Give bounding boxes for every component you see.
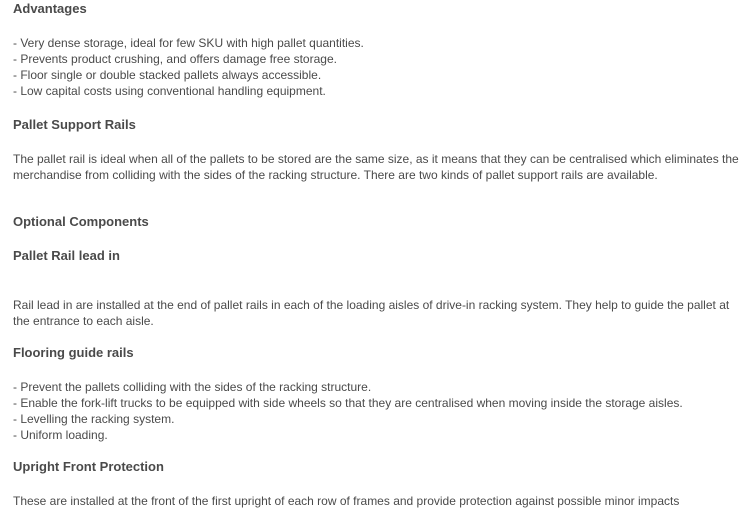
heading-pallet-rail-lead-in: Pallet Rail lead in [13,248,120,263]
advantages-item-2: - Prevents product crushing, and offers damage free storage. [13,52,337,66]
heading-flooring-guide-rails: Flooring guide rails [13,345,134,360]
heading-advantages: Advantages [13,1,87,16]
flooring-guide-rails-item-4: - Uniform loading. [13,428,108,442]
heading-pallet-support-rails: Pallet Support Rails [13,117,136,132]
upright-front-protection-text: These are installed at the front of the first upright of each row of frames and provide protection against possible minor impacts [13,494,680,508]
flooring-guide-rails-item-2: - Enable the fork-lift trucks to be equipped with side wheels so that they are centralised when moving inside the storage aisles. [13,396,683,410]
pallet-support-rails-text: The pallet rail is ideal when all of the pallets to be stored are the same size, as it means that they can be centralised which eliminates the merchandise from colliding with the sides of the racking structure. There are two kinds of pallet support rails are available. [13,152,739,182]
advantages-item-3: - Floor single or double stacked pallets always accessible. [13,68,322,82]
pallet-rail-lead-in-text: Rail lead in are installed at the end of pallet rails in each of the loading aisles of drive-in racking system. They help to guide the pallet at the entrance to each aisle. [13,298,730,328]
flooring-guide-rails-item-3: - Levelling the racking system. [13,412,175,426]
heading-optional-components: Optional Components [13,214,149,229]
flooring-guide-rails-item-1: - Prevent the pallets colliding with the sides of the racking structure. [13,380,372,394]
advantages-item-1: - Very dense storage, ideal for few SKU with high pallet quantities. [13,36,364,50]
heading-upright-front-protection: Upright Front Protection [13,459,164,474]
advantages-item-4: - Low capital costs using conventional handling equipment. [13,84,326,98]
